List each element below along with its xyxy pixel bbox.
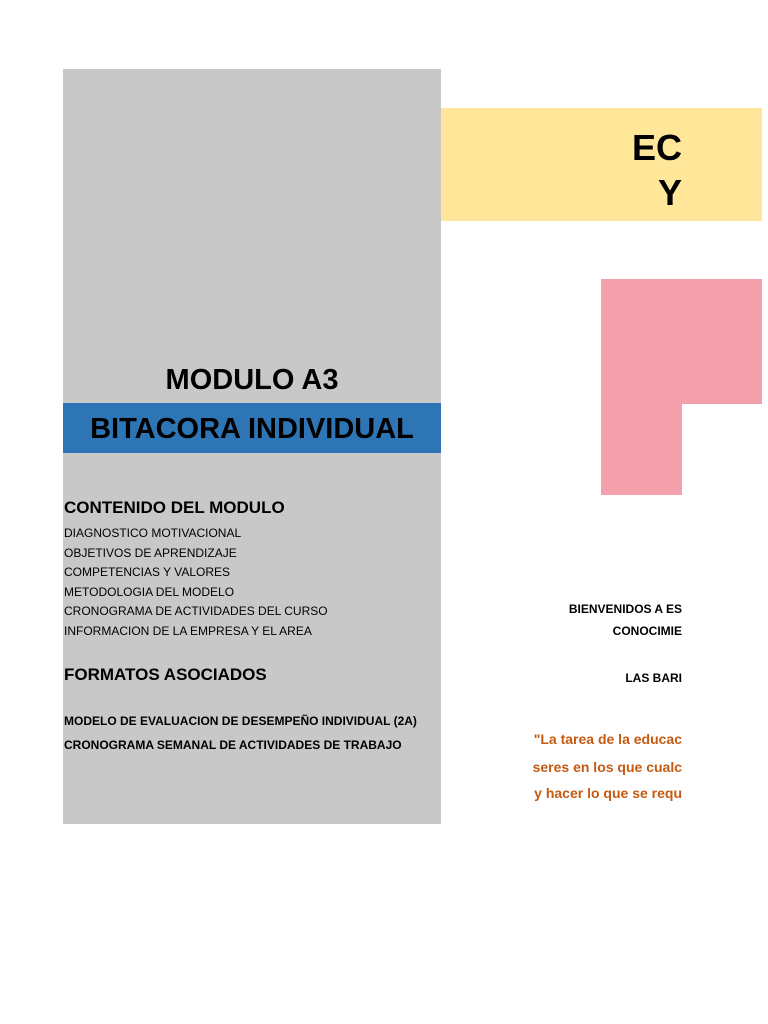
quote-line-2: seres en los que cualc bbox=[532, 759, 682, 775]
contents-item: INFORMACION DE LA EMPRESA Y EL AREA bbox=[64, 623, 312, 638]
contents-item: METODOLOGIA DEL MODELO bbox=[64, 584, 235, 599]
welcome-line-2: CONOCIMIE bbox=[612, 624, 682, 638]
module-title: MODULO A3 bbox=[165, 364, 339, 396]
page-title-line-2: Y bbox=[657, 172, 682, 213]
contents-item: COMPETENCIAS Y VALORES bbox=[64, 565, 231, 580]
module-banner: BITACORA INDIVIDUAL bbox=[63, 403, 441, 453]
formats-heading: FORMATOS ASOCIADOS bbox=[64, 665, 267, 684]
welcome-line-3: LAS BARI bbox=[625, 671, 682, 685]
formats-list bbox=[64, 709, 417, 757]
quote-line-3: y hacer lo que se requ bbox=[534, 785, 682, 801]
formats-item: CRONOGRAMA SEMANAL DE ACTIVIDADES DE TRABAJO bbox=[64, 738, 402, 752]
formats-item: MODELO DE EVALUACION DE DESEMPEÑO INDIVIDUAL (2A) bbox=[64, 714, 417, 728]
contents-item: CRONOGRAMA DE ACTIVIDADES DEL CURSO bbox=[64, 604, 328, 619]
welcome-line-1: BIENVENIDOS A ES bbox=[568, 602, 682, 616]
contents-list bbox=[64, 524, 328, 642]
contents-item: OBJETIVOS DE APRENDIZAJE bbox=[64, 545, 237, 560]
cropped-right-content bbox=[441, 0, 682, 1024]
page-title-line-1: EC bbox=[631, 127, 682, 168]
contents-heading: CONTENIDO DEL MODULO bbox=[64, 498, 285, 517]
contents-item: DIAGNOSTICO MOTIVACIONAL bbox=[64, 526, 242, 540]
quote-line-1: "La tarea de la educac bbox=[533, 731, 682, 747]
